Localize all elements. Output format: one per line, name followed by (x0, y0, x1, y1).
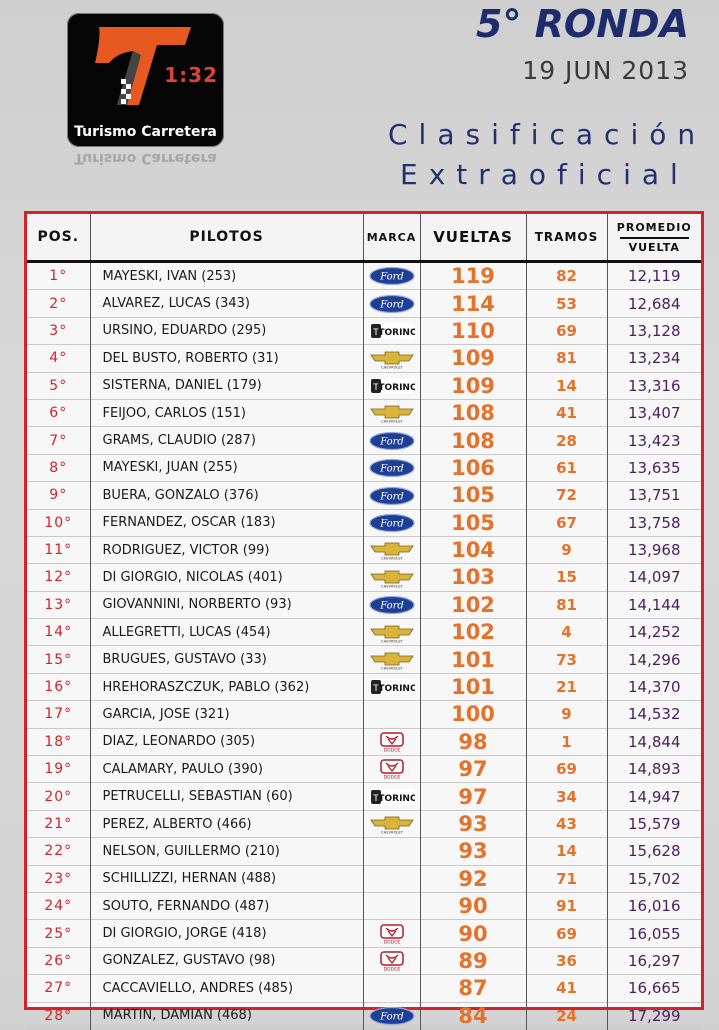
laps-cell: 108 (420, 399, 526, 426)
position-cell: 2° (49, 295, 68, 312)
pilot-name-cell: BRUGUES, GUSTAVO (33) (90, 646, 363, 673)
position-cell: 10° (44, 514, 73, 531)
svg-text:TORINO: TORINO (377, 328, 415, 339)
sections-cell: 43 (526, 810, 607, 837)
sections-cell: 72 (526, 482, 607, 509)
average-lap-cell: 14,252 (607, 619, 701, 646)
pilot-name-cell: DI GIORGIO, NICOLAS (401) (90, 564, 363, 591)
pilot-name-cell: GIOVANNINI, NORBERTO (93) (90, 591, 363, 618)
sections-cell: 14 (526, 838, 607, 865)
svg-text:Ford: Ford (379, 600, 404, 612)
average-lap-cell: 13,128 (607, 317, 701, 344)
position-cell: 11° (44, 542, 73, 559)
sections-cell: 9 (526, 701, 607, 728)
sections-cell: 73 (526, 646, 607, 673)
position-cell: 23° (44, 870, 73, 887)
sections-cell: 91 (526, 892, 607, 919)
brand-cell (363, 838, 420, 865)
average-lap-cell: 16,055 (607, 920, 701, 947)
brand-cell (363, 756, 420, 783)
position-cell: 1° (49, 268, 68, 285)
average-lap-cell: 15,702 (607, 865, 701, 892)
average-lap-cell: 14,097 (607, 564, 701, 591)
average-lap-cell: 15,579 (607, 810, 701, 837)
pilot-name-cell: GONZALEZ, GUSTAVO (98) (90, 947, 363, 974)
average-lap-cell: 13,423 (607, 427, 701, 454)
dodge-ram-logo-icon (369, 924, 415, 944)
laps-cell: 109 (420, 372, 526, 399)
header-promedio-line1: PROMEDIO (616, 220, 692, 234)
sections-cell: 24 (526, 1002, 607, 1029)
dodge-ram-logo-icon (369, 951, 415, 971)
brand-cell (363, 454, 420, 481)
svg-text:CHEVROLET: CHEVROLET (380, 419, 403, 424)
brand-cell (363, 865, 420, 892)
pilot-name-cell: PEREZ, ALBERTO (466) (90, 810, 363, 837)
table-row (27, 345, 701, 372)
laps-cell: 105 (420, 482, 526, 509)
svg-text:CHEVROLET: CHEVROLET (380, 584, 403, 588)
sections-cell: 28 (526, 427, 607, 454)
brand-cell (363, 372, 420, 399)
pilot-name-cell: ALVAREZ, LUCAS (343) (90, 290, 363, 317)
svg-text:Ford: Ford (379, 463, 404, 475)
sections-cell: 34 (526, 783, 607, 810)
brand-cell (363, 810, 420, 837)
pilot-name-cell: DEL BUSTO, ROBERTO (31) (90, 345, 363, 372)
laps-cell: 106 (420, 454, 526, 481)
table-row (27, 892, 701, 919)
brand-cell (363, 920, 420, 947)
position-cell: 13° (44, 596, 73, 613)
average-lap-cell: 16,016 (607, 892, 701, 919)
sections-cell: 69 (526, 920, 607, 947)
svg-text:DODGE: DODGE (383, 775, 400, 780)
pilot-name-cell: SOUTO, FERNANDO (487) (90, 892, 363, 919)
sections-cell: 1 (526, 728, 607, 755)
torino-logo-icon (369, 787, 415, 807)
pilot-name-cell: BUERA, GONZALO (376) (90, 482, 363, 509)
race-date: 19 JUN 2013 (522, 56, 689, 85)
header-pilotos: PILOTOS (90, 214, 363, 262)
table-row (27, 619, 701, 646)
average-lap-cell: 13,968 (607, 536, 701, 563)
average-lap-cell: 14,144 (607, 591, 701, 618)
svg-text:Ford: Ford (379, 299, 404, 311)
header-promedio-line2: VUELTA (620, 237, 690, 254)
svg-text:TORINO: TORINO (377, 684, 415, 695)
svg-text:CHEVROLET: CHEVROLET (380, 365, 403, 369)
chevrolet-bowtie-icon (369, 540, 415, 560)
laps-cell: 110 (420, 317, 526, 344)
svg-text:Ford: Ford (379, 1011, 404, 1023)
average-lap-cell: 13,635 (607, 454, 701, 481)
svg-text:Ford: Ford (379, 491, 404, 503)
subtitle-line-2: Extraoficial (400, 158, 689, 191)
brand-cell (363, 290, 420, 317)
brand-cell (363, 947, 420, 974)
sections-cell: 21 (526, 673, 607, 700)
ford-logo-icon (369, 266, 415, 286)
brand-cell (363, 975, 420, 1002)
torino-logo-icon (369, 321, 415, 341)
table-row (27, 454, 701, 481)
table-row (27, 756, 701, 783)
position-cell: 24° (44, 898, 73, 915)
average-lap-cell: 14,370 (607, 673, 701, 700)
table-row (27, 975, 701, 1002)
table-row (27, 646, 701, 673)
laps-cell: 101 (420, 673, 526, 700)
laps-cell: 109 (420, 345, 526, 372)
sections-cell: 15 (526, 564, 607, 591)
brand-cell (363, 509, 420, 536)
position-cell: 17° (44, 706, 73, 723)
brand-cell (363, 892, 420, 919)
brand-cell (363, 345, 420, 372)
table-row (27, 673, 701, 700)
svg-text:T: T (372, 328, 379, 339)
svg-text:T: T (372, 793, 379, 804)
svg-text:CHEVROLET: CHEVROLET (380, 556, 403, 561)
average-lap-cell: 15,628 (607, 838, 701, 865)
torino-logo-icon (369, 376, 415, 396)
table-header-row (27, 214, 701, 262)
pilot-name-cell: MAYESKI, JUAN (255) (90, 454, 363, 481)
position-cell: 18° (44, 733, 73, 750)
classification-table (24, 211, 704, 1028)
table-row (27, 482, 701, 509)
round-title: 5° RONDA (476, 2, 689, 46)
pilot-name-cell: FEIJOO, CARLOS (151) (90, 399, 363, 426)
chevrolet-bowtie-icon (369, 349, 415, 369)
subtitle-line-1: Clasificación (388, 118, 707, 151)
pilot-name-cell: GRAMS, CLAUDIO (287) (90, 427, 363, 454)
logo-reflection-text: Turismo Carretera (74, 150, 217, 166)
brand-cell (363, 317, 420, 344)
brand-cell (363, 728, 420, 755)
brand-cell (363, 646, 420, 673)
brand-cell (363, 701, 420, 728)
svg-text:CHEVROLET: CHEVROLET (380, 830, 403, 835)
dodge-ram-logo-icon (369, 732, 415, 752)
sections-cell: 4 (526, 619, 607, 646)
table-row (27, 810, 701, 837)
brand-cell (363, 427, 420, 454)
svg-text:CHEVROLET: CHEVROLET (380, 639, 403, 643)
pilot-name-cell: CALAMARY, PAULO (390) (90, 756, 363, 783)
sections-cell: 61 (526, 454, 607, 481)
sections-cell: 69 (526, 756, 607, 783)
svg-text:Ford: Ford (379, 518, 404, 530)
table-row (27, 427, 701, 454)
header-pos: POS. (27, 214, 90, 262)
average-lap-cell: 14,893 (607, 756, 701, 783)
svg-text:Ford: Ford (379, 436, 404, 448)
table-row (27, 591, 701, 618)
laps-cell: 92 (420, 865, 526, 892)
table-row (27, 290, 701, 317)
position-cell: 8° (49, 459, 68, 476)
pilot-name-cell: SCHILLIZZI, HERNAN (488) (90, 865, 363, 892)
logo-scale-text: 1:32 (164, 63, 218, 87)
average-lap-cell: 13,234 (607, 345, 701, 372)
sections-cell: 69 (526, 317, 607, 344)
average-lap-cell: 12,119 (607, 262, 701, 290)
pilot-name-cell: URSINO, EDUARDO (295) (90, 317, 363, 344)
laps-cell: 87 (420, 975, 526, 1002)
ford-logo-icon (369, 458, 415, 478)
laps-cell: 93 (420, 838, 526, 865)
chevrolet-bowtie-icon (369, 650, 415, 670)
laps-cell: 102 (420, 619, 526, 646)
average-lap-cell: 12,684 (607, 290, 701, 317)
sections-cell: 81 (526, 345, 607, 372)
position-cell: 6° (49, 405, 68, 422)
torino-logo-icon (369, 677, 415, 697)
svg-text:TORINO: TORINO (377, 793, 415, 804)
pilot-name-cell: MAYESKI, IVAN (253) (90, 262, 363, 290)
sections-cell: 81 (526, 591, 607, 618)
laps-cell: 103 (420, 564, 526, 591)
laps-cell: 90 (420, 920, 526, 947)
table-row (27, 317, 701, 344)
position-cell: 14° (44, 624, 73, 641)
table-row (27, 509, 701, 536)
svg-text:DODGE: DODGE (383, 940, 400, 944)
brand-cell (363, 564, 420, 591)
table-row (27, 920, 701, 947)
svg-text:DODGE: DODGE (383, 748, 400, 753)
chevrolet-bowtie-icon (369, 568, 415, 588)
turismo-carretera-logo (67, 13, 224, 147)
laps-cell: 108 (420, 427, 526, 454)
position-cell: 9° (49, 487, 68, 504)
laps-cell: 97 (420, 783, 526, 810)
position-cell: 20° (44, 788, 73, 805)
laps-cell: 105 (420, 509, 526, 536)
svg-text:CHEVROLET: CHEVROLET (380, 666, 403, 670)
average-lap-cell: 17,299 (607, 1002, 701, 1029)
brand-cell (363, 1002, 420, 1029)
laps-cell: 100 (420, 701, 526, 728)
sections-cell: 82 (526, 262, 607, 290)
chevrolet-bowtie-icon (369, 403, 415, 423)
header-promedio (607, 214, 701, 262)
table-row (27, 262, 701, 290)
sections-cell: 67 (526, 509, 607, 536)
sections-cell: 71 (526, 865, 607, 892)
pilot-name-cell: SISTERNA, DANIEL (179) (90, 372, 363, 399)
sections-cell: 41 (526, 975, 607, 1002)
header-vueltas: VUELTAS (420, 214, 526, 262)
logo-reflection (67, 150, 224, 186)
laps-cell: 98 (420, 728, 526, 755)
table-row (27, 838, 701, 865)
position-cell: 16° (44, 679, 73, 696)
pilot-name-cell: DI GIORGIO, JORGE (418) (90, 920, 363, 947)
laps-cell: 104 (420, 536, 526, 563)
brand-cell (363, 399, 420, 426)
pilot-name-cell: DIAZ, LEONARDO (305) (90, 728, 363, 755)
ford-logo-icon (369, 294, 415, 314)
position-cell: 15° (44, 651, 73, 668)
sections-cell: 41 (526, 399, 607, 426)
ford-logo-icon (369, 486, 415, 506)
position-cell: 3° (49, 322, 68, 339)
position-cell: 21° (44, 816, 73, 832)
average-lap-cell: 13,751 (607, 482, 701, 509)
pilot-name-cell: ALLEGRETTI, LUCAS (454) (90, 619, 363, 646)
laps-cell: 97 (420, 756, 526, 783)
table-row (27, 783, 701, 810)
position-cell: 7° (49, 432, 68, 449)
table-row (27, 947, 701, 974)
average-lap-cell: 14,947 (607, 783, 701, 810)
chevrolet-bowtie-icon (369, 623, 415, 643)
svg-text:T: T (372, 684, 379, 695)
average-lap-cell: 13,316 (607, 372, 701, 399)
average-lap-cell: 14,296 (607, 646, 701, 673)
brand-cell (363, 536, 420, 563)
logo-name-text: Turismo Carretera (74, 124, 217, 140)
table-row (27, 728, 701, 755)
pilot-name-cell: GARCIA, JOSE (321) (90, 701, 363, 728)
ford-logo-icon (369, 595, 415, 615)
table-row (27, 1002, 701, 1029)
header-tramos: TRAMOS (526, 214, 607, 262)
position-cell: 27° (44, 980, 73, 997)
pilot-name-cell: MARTIN, DAMIAN (468) (90, 1002, 363, 1029)
table-row (27, 865, 701, 892)
laps-cell: 119 (420, 262, 526, 290)
position-cell: 4° (49, 350, 68, 367)
pilot-name-cell: RODRIGUEZ, VICTOR (99) (90, 536, 363, 563)
ford-logo-icon (369, 1006, 415, 1026)
laps-cell: 89 (420, 947, 526, 974)
average-lap-cell: 16,297 (607, 947, 701, 974)
sections-cell: 14 (526, 372, 607, 399)
laps-cell: 114 (420, 290, 526, 317)
position-cell: 19° (44, 761, 73, 778)
laps-cell: 101 (420, 646, 526, 673)
svg-text:T: T (372, 383, 379, 393)
table-row (27, 372, 701, 399)
average-lap-cell: 14,532 (607, 701, 701, 728)
average-lap-cell: 13,758 (607, 509, 701, 536)
position-cell: 25° (44, 925, 73, 942)
ford-logo-icon (369, 513, 415, 533)
svg-text:Ford: Ford (379, 271, 404, 283)
header-marca: MARCA (363, 214, 420, 262)
pilot-name-cell: PETRUCELLI, SEBASTIAN (60) (90, 783, 363, 810)
svg-text:DODGE: DODGE (383, 967, 400, 972)
laps-cell: 93 (420, 810, 526, 837)
table-row (27, 701, 701, 728)
table-row (27, 399, 701, 426)
sections-cell: 36 (526, 947, 607, 974)
chevrolet-bowtie-icon (369, 814, 415, 834)
ford-logo-icon (369, 431, 415, 451)
sections-cell: 9 (526, 536, 607, 563)
table-row (27, 536, 701, 563)
pilot-name-cell: FERNANDEZ, OSCAR (183) (90, 509, 363, 536)
laps-cell: 90 (420, 892, 526, 919)
dodge-ram-logo-icon (369, 759, 415, 779)
pilot-name-cell: HREHORASZCZUK, PABLO (362) (90, 673, 363, 700)
sections-cell: 53 (526, 290, 607, 317)
brand-cell (363, 673, 420, 700)
pilot-name-cell: CACCAVIELLO, ANDRES (485) (90, 975, 363, 1002)
laps-cell: 84 (420, 1002, 526, 1029)
pilot-name-cell: NELSON, GUILLERMO (210) (90, 838, 363, 865)
table-row (27, 564, 701, 591)
average-lap-cell: 16,665 (607, 975, 701, 1002)
brand-cell (363, 482, 420, 509)
position-cell: 12° (44, 569, 73, 586)
brand-cell (363, 262, 420, 290)
position-cell: 26° (44, 952, 73, 969)
position-cell: 22° (44, 843, 73, 860)
laps-cell: 102 (420, 591, 526, 618)
brand-cell (363, 783, 420, 810)
position-cell: 28° (44, 1007, 73, 1024)
position-cell: 5° (49, 377, 68, 394)
brand-cell (363, 591, 420, 618)
average-lap-cell: 14,844 (607, 728, 701, 755)
brand-cell (363, 619, 420, 646)
average-lap-cell: 13,407 (607, 399, 701, 426)
svg-text:TORINO: TORINO (377, 383, 415, 393)
